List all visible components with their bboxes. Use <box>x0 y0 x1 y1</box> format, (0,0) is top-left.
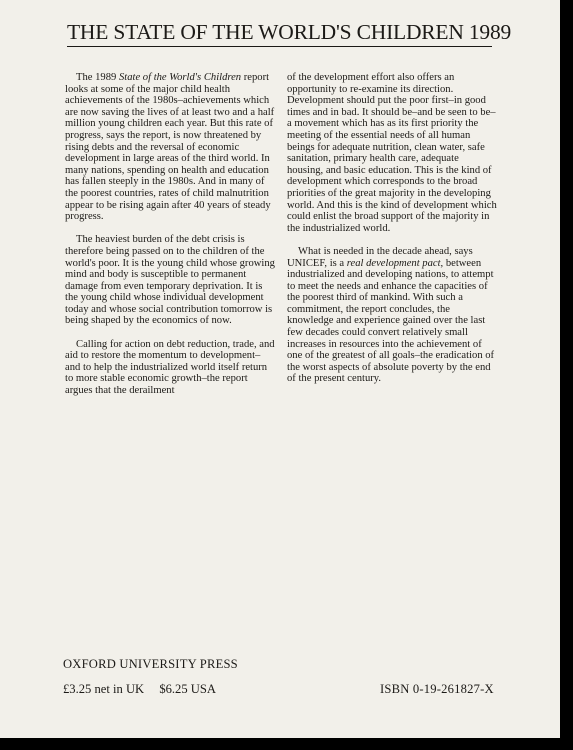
paragraph-intro-rest: report looks at some of the major child health achievements of the 1980s–achievements which are now saving the lives of at least two and a half million young children each year. But this rate of progress, says the report, is now threatened by rising debts and the reversal of economic development in large areas of the third world. In many nations, spending on health and education has fallen steeply in the 1980s. And in many of the poorest countries, rates of child malnutrition appear to be rising again after 40 years of steady progress. <box>65 72 275 223</box>
price-line <box>63 682 228 697</box>
price-uk: £3.25 net in UK <box>63 682 145 696</box>
paragraph-intro <box>65 72 275 223</box>
paragraph-pact-start: What is needed in the decade ahead, says UNICEF, is a <box>287 245 473 269</box>
paragraph-debt-burden: The heaviest burden of the debt crisis is therefore being passed on to the children of the world's poor. It is the young child whose growing mind and body is susceptible to permanent damage from even temporary deprivation. It is the young child whose individual development today and whose social contribution tomorrow is being shaped by the economics of now. <box>65 234 275 327</box>
paragraph-development-continued: of the development effort also offers an opportunity to re-examine its direction. Development should put the poor first–in good times and in bad. It should be–and be seen to be–a movement which has as its first priority the meeting of the essential needs of all human beings for adequate nutrition, clean water, safe sanitation, primary health care, adequate housing, and basic education. This is the kind of development which corresponds to the broad priorities of the great majority in the developing world. And this is the kind of development which could enlist the broad support of the majority in the industrialized world. <box>287 72 497 234</box>
page-title: THE STATE OF THE WORLD'S CHILDREN 1989 <box>67 20 492 47</box>
paragraph-call-to-action: Calling for action on debt reduction, trade, and aid to restore the momentum to development–and to help the industrialized world itself return to more stable economic growth–the report argues that the derailment <box>65 338 275 397</box>
paragraph-pact-rest: between industrialized and developing nations, to attempt to meet the needs and enhance the capacities of the poorest third of mankind. With such a commitment, the report concludes, the knowledge and experience gained over the last few decades could convert relatively small increases in resources into the achievement of one of the greatest of all goals–the eradication of the worst aspects of absolute poverty by the end of the present century. <box>287 257 495 385</box>
paragraph-development-pact <box>287 246 497 385</box>
pact-italic: real development pact, <box>346 257 444 269</box>
publisher-name: OXFORD UNIVERSITY PRESS <box>63 657 238 671</box>
paragraph-intro-start: The 1989 <box>76 72 119 83</box>
price-usa: $6.25 USA <box>159 682 216 696</box>
report-title-italic: State of the World's Children <box>118 72 242 83</box>
right-column <box>287 72 497 397</box>
left-column <box>65 72 275 408</box>
isbn-number: ISBN 0-19-261827-X <box>380 682 494 696</box>
